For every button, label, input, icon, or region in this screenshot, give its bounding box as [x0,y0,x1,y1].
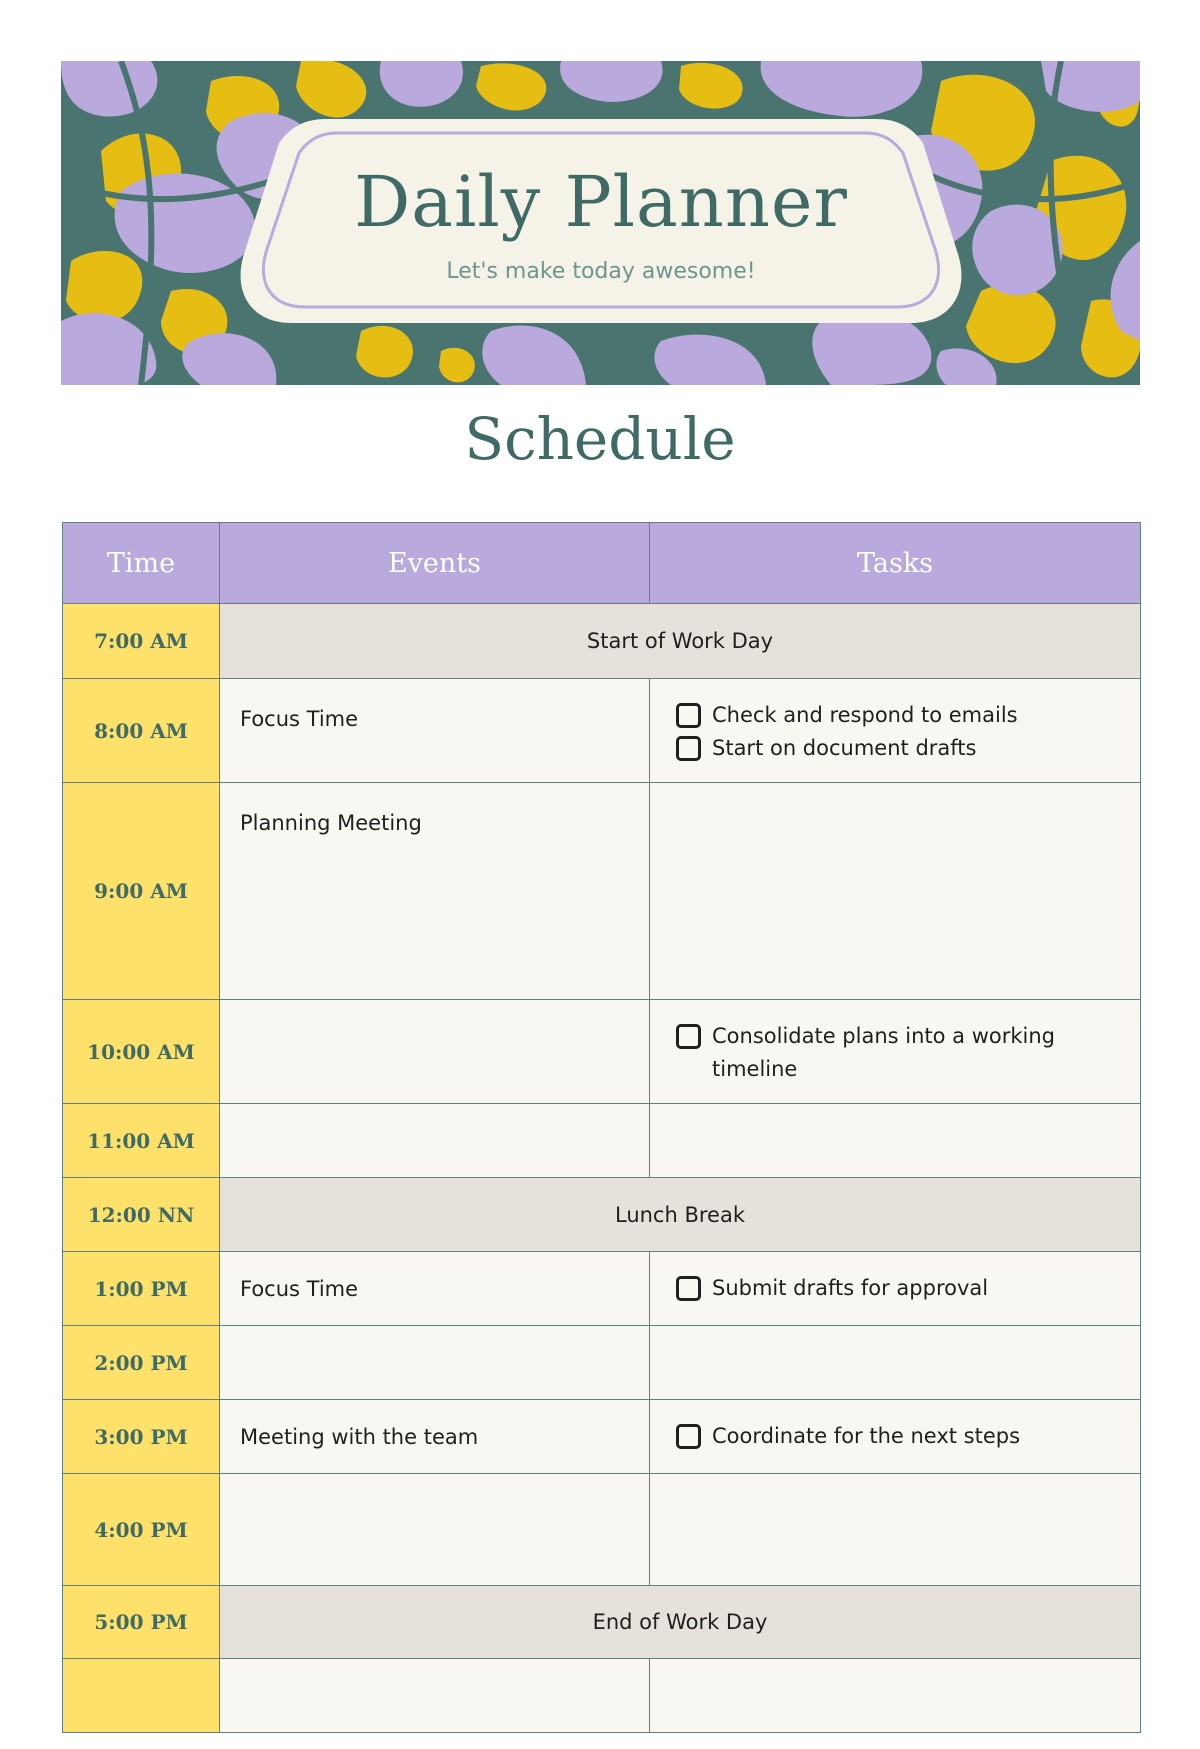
time-cell: 4:00 PM [63,1474,220,1586]
span-cell: Lunch Break [220,1178,1141,1252]
event-text: Focus Time [240,707,359,731]
time-cell: 7:00 AM [63,604,220,679]
task-label: Check and respond to emails [712,703,1018,727]
event-text [220,1000,649,1028]
table-header-row [63,523,1141,604]
time-cell: 9:00 AM [63,783,220,1000]
time-cell: 11:00 AM [63,1104,220,1178]
event-cell [220,1659,650,1733]
table-row [63,1178,1141,1252]
section-title: Schedule [464,405,736,473]
task-label: Consolidate plans into a working timeline [712,1024,1056,1081]
table-row [63,1474,1141,1586]
header-time: Time [63,523,220,604]
event-cell [220,783,650,1000]
event-text: Focus Time [240,1276,359,1301]
event-cell [220,1326,650,1400]
tasks-cell [650,1104,1141,1178]
event-text [220,1659,649,1687]
header-tasks: Tasks [650,523,1141,604]
task-label: Coordinate for the next steps [712,1424,1021,1448]
event-cell [220,1104,650,1178]
table-row [63,1000,1141,1104]
tasks-cell [650,1252,1141,1326]
task-label: Start on document drafts [712,736,977,760]
event-text [220,1474,649,1502]
tasks-cell [650,1326,1141,1400]
schedule-table [62,522,1141,1733]
time-cell: 10:00 AM [63,1000,220,1104]
event-cell [220,1474,650,1586]
table-row [63,1104,1141,1178]
task-checkbox[interactable] [676,736,701,761]
task-item [676,732,1120,765]
span-cell: Start of Work Day [220,604,1141,679]
event-text: Planning Meeting [240,811,422,835]
task-item [676,1020,1120,1086]
time-cell: 5:00 PM [63,1586,220,1659]
tasks-cell [650,1659,1141,1733]
time-cell [63,1659,220,1733]
task-item [676,1420,1120,1453]
task-checkbox[interactable] [676,1276,701,1301]
table-row [63,679,1141,783]
task-item [676,699,1120,732]
event-cell [220,1400,650,1474]
table-row [63,1326,1141,1400]
table-row [63,1400,1141,1474]
event-cell [220,679,650,783]
event-text [220,1326,649,1354]
time-cell: 8:00 AM [63,679,220,783]
table-row [63,783,1141,1000]
tasks-cell [650,783,1141,1000]
time-cell: 12:00 NN [63,1178,220,1252]
tasks-cell [650,1400,1141,1474]
task-checkbox[interactable] [676,1024,701,1049]
tasks-cell [650,679,1141,783]
header-events: Events [220,523,650,604]
table-row [63,1586,1141,1659]
task-checkbox[interactable] [676,1424,701,1449]
tasks-cell [650,1000,1141,1104]
task-label: Submit drafts for approval [712,1276,989,1300]
event-cell [220,1252,650,1326]
page-title: Daily Planner [354,161,848,243]
table-row [63,1659,1141,1733]
header-banner [61,61,1140,385]
task-checkbox[interactable] [676,703,701,728]
time-cell: 3:00 PM [63,1400,220,1474]
time-cell: 1:00 PM [63,1252,220,1326]
table-row [63,604,1141,679]
event-text [220,1104,649,1132]
table-row [63,1252,1141,1326]
event-cell [220,1000,650,1104]
time-cell: 2:00 PM [63,1326,220,1400]
span-cell: End of Work Day [220,1586,1141,1659]
task-item [676,1272,1120,1305]
title-plaque [231,111,971,331]
tasks-cell [650,1474,1141,1586]
page-subtitle: Let's make today awesome! [446,259,756,284]
event-text: Meeting with the team [240,1424,479,1449]
